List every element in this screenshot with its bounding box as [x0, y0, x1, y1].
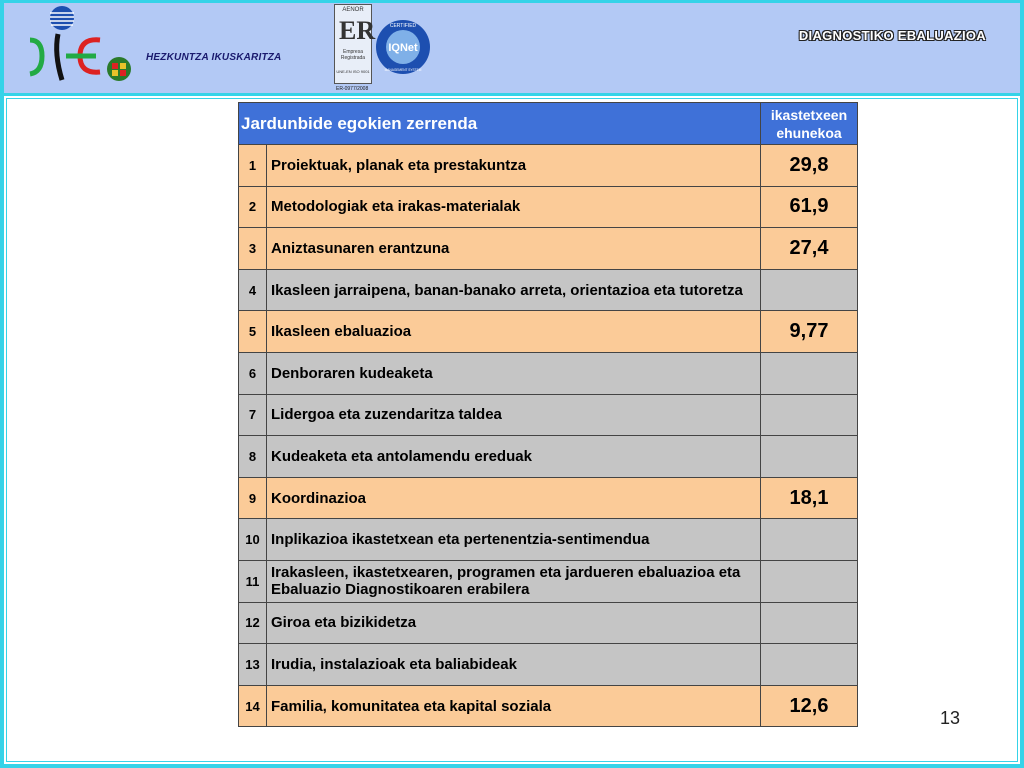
row-value [761, 436, 858, 478]
row-number: 8 [239, 436, 267, 478]
row-label: Irakasleen, ikastetxearen, programen eta jardueren ebaluazioa eta Ebaluazio Diagnostikoaren erabilera [267, 560, 761, 602]
row-number: 7 [239, 394, 267, 436]
row-number: 11 [239, 560, 267, 602]
row-label: Metodologiak eta irakas-materialak [267, 186, 761, 228]
frame-top [0, 0, 1024, 3]
row-number: 4 [239, 269, 267, 311]
table-row [239, 269, 858, 311]
table-header-row [239, 103, 858, 145]
row-number: 9 [239, 477, 267, 519]
percentage-column-header [761, 103, 858, 145]
ihe-logo [24, 4, 104, 84]
table-title: Jardunbide egokien zerrenda [239, 103, 761, 145]
row-label: Denboraren kudeaketa [267, 352, 761, 394]
org-name: HEZKUNTZA IKUSKARITZA [146, 52, 282, 63]
table-row [239, 352, 858, 394]
row-label: Inplikazioa ikastetxean eta pertenentzia-sentimendua [267, 519, 761, 561]
row-number: 13 [239, 644, 267, 686]
empresa-label: Empresa Registrada [340, 49, 366, 61]
row-number: 12 [239, 602, 267, 644]
row-value [761, 352, 858, 394]
iso-label: UNE-EN ISO 9001 [336, 69, 370, 74]
row-label: Aniztasunaren erantzuna [267, 228, 761, 270]
row-value: 29,8 [761, 145, 858, 187]
er-mark: ER [339, 16, 376, 45]
row-number: 2 [239, 186, 267, 228]
row-value: 61,9 [761, 186, 858, 228]
table-row [239, 186, 858, 228]
table-row [239, 560, 858, 602]
row-value [761, 644, 858, 686]
row-label: Proiektuak, planak eta prestakuntza [267, 145, 761, 187]
row-value [761, 560, 858, 602]
table-row [239, 519, 858, 561]
row-label: Ikasleen jarraipena, banan-banako arreta, orientazioa eta tutoretza [267, 269, 761, 311]
row-number: 5 [239, 311, 267, 353]
certificate-code: ER-0977/2008 [336, 86, 369, 92]
row-label: Ikasleen ebaluazioa [267, 311, 761, 353]
header-band [0, 0, 1024, 96]
row-label: Lidergoa eta zuzendaritza taldea [267, 394, 761, 436]
table-row [239, 602, 858, 644]
table-row [239, 228, 858, 270]
row-value: 18,1 [761, 477, 858, 519]
table-row [239, 644, 858, 686]
row-value: 9,77 [761, 311, 858, 353]
iqnet-text: IQNet [388, 42, 418, 54]
row-number: 10 [239, 519, 267, 561]
row-value [761, 394, 858, 436]
best-practices-table [238, 102, 858, 727]
table-row [239, 145, 858, 187]
row-value [761, 269, 858, 311]
row-number: 3 [239, 228, 267, 270]
col-header-line2: ehunekoa [776, 124, 842, 141]
row-label: Kudeaketa eta antolamendu ereduak [267, 436, 761, 478]
frame-right [1020, 0, 1024, 768]
row-value [761, 602, 858, 644]
row-value: 12,6 [761, 685, 858, 727]
table-row [239, 685, 858, 727]
table-row [239, 311, 858, 353]
certified-text: CERTIFIED [389, 23, 417, 29]
row-label: Koordinazioa [267, 477, 761, 519]
row-value [761, 519, 858, 561]
row-label: Irudia, instalazioak eta baliabideak [267, 644, 761, 686]
frame-bottom [0, 764, 1024, 768]
row-number: 1 [239, 145, 267, 187]
row-label: Giroa eta bizikidetza [267, 602, 761, 644]
row-number: 6 [239, 352, 267, 394]
frame-left [0, 0, 4, 768]
table-row [239, 477, 858, 519]
aenor-label: AENOR [342, 7, 364, 13]
basque-shield-icon [106, 56, 132, 82]
row-value: 27,4 [761, 228, 858, 270]
table-row [239, 436, 858, 478]
table-row [239, 394, 858, 436]
row-number: 14 [239, 685, 267, 727]
page-number: 13 [940, 708, 961, 728]
section-title: DIAGNOSTIKO EBALUAZIOA [798, 28, 986, 43]
management-text: MANAGEMENT SYSTEM [384, 68, 422, 72]
row-label: Familia, komunitatea eta kapital soziala [267, 685, 761, 727]
iqnet-seal-icon [374, 18, 432, 76]
aenor-certificate [334, 4, 376, 84]
col-header-line1: ikastetxeen [770, 106, 848, 123]
